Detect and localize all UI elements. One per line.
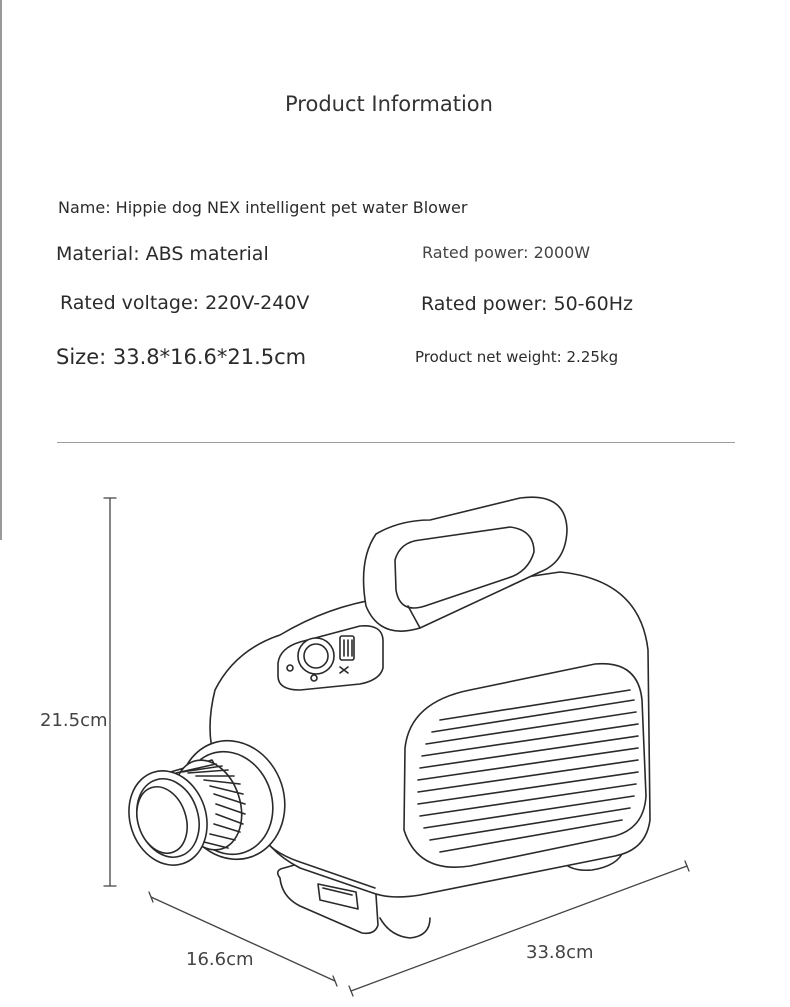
spec-size: Size: 33.8*16.6*21.5cm — [56, 345, 307, 369]
page-title: Product Information — [285, 92, 493, 116]
length-dimension-label: 33.8cm — [526, 942, 594, 963]
height-dimension-line — [104, 498, 116, 886]
spec-material: Material: ABS material — [56, 243, 269, 265]
spec-name: Name: Hippie dog NEX intelligent pet water Blower — [58, 198, 468, 217]
spec-rated-frequency: Rated power: 50-60Hz — [421, 293, 633, 315]
spec-net-weight: Product net weight: 2.25kg — [415, 348, 619, 366]
width-dimension-label: 16.6cm — [186, 949, 254, 970]
spec-rated-power: Rated power: 2000W — [422, 243, 591, 262]
spec-rated-voltage: Rated voltage: 220V-240V — [60, 292, 310, 314]
height-dimension-label: 21.5cm — [40, 710, 108, 731]
